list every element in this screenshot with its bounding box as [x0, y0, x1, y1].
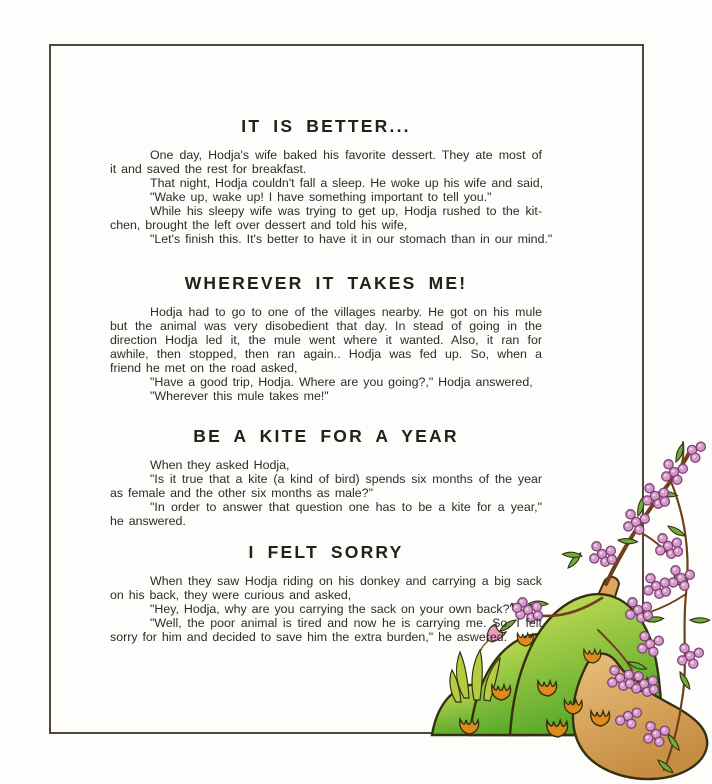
blossom-cluster: [656, 534, 683, 559]
blossom-icon: [626, 610, 635, 619]
blossom-highlight: [642, 634, 645, 637]
text-line: "In order to answer that question one has to be a kite for a year,": [150, 500, 542, 514]
blossom-highlight: [645, 498, 648, 501]
blossom-highlight: [698, 444, 701, 447]
blossom-highlight: [592, 556, 595, 559]
blossom-icon: [646, 574, 655, 583]
text-line: direction Hodja led it, the mule went where it wanted. Also, it ran for: [110, 333, 542, 347]
paragraph: [110, 148, 542, 176]
blossom-icon: [660, 497, 669, 506]
blossom-highlight: [671, 580, 674, 583]
text-line: sorry for him and decided to save him the extra burden," he aswered.: [110, 630, 508, 644]
blossom-highlight: [687, 572, 690, 575]
paragraph: [110, 574, 542, 602]
blossom-highlight: [662, 728, 665, 731]
blossom-highlight: [656, 638, 659, 641]
story-section: [110, 426, 542, 528]
blossom-icon: [643, 496, 652, 505]
blossom-icon: [673, 475, 682, 484]
blossom-highlight: [634, 520, 637, 523]
text-line: "Have a good trip, Hodja. Where are you going?," Hodja answered,: [150, 375, 533, 389]
section-title: I FELT SORRY: [248, 542, 404, 562]
blossom-icon: [680, 581, 689, 590]
blossom-icon: [669, 578, 678, 587]
blossom-icon: [659, 488, 668, 497]
blossom-highlight: [672, 470, 675, 473]
blossom-cluster: [669, 566, 695, 591]
blossom-icon: [660, 726, 669, 735]
blossom-highlight: [618, 676, 621, 679]
blossom-highlight: [626, 672, 629, 675]
blossom-icon: [680, 644, 689, 653]
blossom-highlight: [647, 486, 650, 489]
blossom-highlight: [636, 674, 639, 677]
blossom-highlight: [634, 686, 637, 689]
blossom-icon: [649, 685, 658, 694]
blossom-highlight: [662, 580, 665, 583]
blossom-icon: [660, 578, 669, 587]
story-section: [110, 273, 542, 403]
text-line: as female and the other six months as male?": [110, 486, 373, 500]
blossom-highlight: [610, 680, 613, 683]
paragraph: [110, 375, 542, 389]
blossom-highlight: [663, 499, 666, 502]
blossom-highlight: [646, 588, 649, 591]
blossom-highlight: [652, 687, 655, 690]
section-title: IT IS BETTER...: [241, 116, 411, 136]
blossom-highlight: [629, 721, 632, 724]
blossom-highlight: [626, 714, 629, 717]
blossom-highlight: [646, 613, 649, 616]
paragraph: [110, 458, 542, 472]
blossom-highlight: [628, 681, 631, 684]
paragraph: [110, 616, 542, 644]
text-line: That night, Hodja couldn't fall a sleep. He woke up his wife and said,: [150, 176, 544, 190]
story-section: [110, 542, 542, 644]
paragraph: [110, 472, 542, 500]
blossom-highlight: [661, 490, 664, 493]
blossom-highlight: [651, 649, 654, 652]
blossom-icon: [661, 587, 670, 596]
text-line: but the animal was very disobedient that day. In stead of going in the: [110, 319, 542, 333]
blossom-highlight: [682, 583, 685, 586]
paragraph: [110, 232, 553, 246]
blossom-icon: [606, 546, 615, 555]
text-line: it and saved the rest for breakfast.: [110, 162, 307, 176]
blossom-highlight: [637, 527, 640, 530]
blossom-highlight: [682, 646, 685, 649]
blossom-icon: [643, 611, 652, 620]
blossom-highlight: [639, 615, 642, 618]
blossom-cluster: [638, 632, 664, 657]
blossom-icon: [640, 514, 649, 523]
blossom-highlight: [673, 568, 676, 571]
blossom-cluster: [687, 442, 705, 462]
leaf-icon: [690, 615, 710, 626]
blossom-highlight: [626, 524, 629, 527]
blossom-icon: [645, 484, 654, 493]
blossom-icon: [616, 716, 625, 725]
blossom-highlight: [669, 551, 672, 554]
blossom-highlight: [688, 654, 691, 657]
blossom-icon: [648, 676, 657, 685]
blossom-highlight: [640, 646, 643, 649]
blossom-icon: [624, 522, 633, 531]
blossom-highlight: [621, 683, 624, 686]
blossom-highlight: [648, 576, 651, 579]
blossom-highlight: [612, 668, 615, 671]
blossom-highlight: [654, 584, 657, 587]
text-line: awhile, then stopped, then ran again.. Hodja was fed up. So, when a: [110, 347, 542, 361]
blossom-highlight: [664, 589, 667, 592]
blossom-highlight: [618, 718, 621, 721]
text-line: on his back, they were curious and asked,: [110, 588, 352, 602]
blossom-cluster: [590, 542, 617, 567]
paragraph: [110, 190, 542, 204]
text-line: he answered.: [110, 514, 186, 528]
blossom-highlight: [594, 544, 597, 547]
blossom-highlight: [679, 576, 682, 579]
blossom-icon: [662, 472, 671, 481]
text-line: "Hey, Hodja, why are you carrying the sack on your own back?": [150, 602, 514, 616]
blossom-icon: [694, 648, 703, 657]
blossom-icon: [632, 684, 641, 693]
blossom-icon: [691, 453, 700, 462]
blossom-highlight: [676, 549, 679, 552]
blossom-icon: [642, 602, 651, 611]
blossom-icon: [689, 659, 698, 668]
blossom-highlight: [644, 604, 647, 607]
blossom-cluster: [626, 598, 653, 623]
blossom-icon: [672, 538, 681, 547]
blossom-highlight: [636, 608, 639, 611]
blossom-icon: [626, 510, 635, 519]
blossom-icon: [655, 737, 664, 746]
blossom-icon: [656, 546, 665, 555]
blossom-icon: [638, 644, 647, 653]
blossom-icon: [685, 570, 694, 579]
blossom-icon: [654, 636, 663, 645]
blossom-icon: [590, 554, 599, 563]
blossom-icon: [608, 678, 617, 687]
blossom-highlight: [630, 600, 633, 603]
blossom-icon: [678, 464, 687, 473]
blossom-highlight: [693, 455, 696, 458]
blossom-icon: [592, 542, 601, 551]
text-line: friend he met on the road asked,: [110, 361, 298, 375]
blossom-icon: [640, 632, 649, 641]
text-line: "Wake up, wake up! I have something important to tell you.": [150, 190, 492, 204]
blossom-cluster: [644, 574, 671, 599]
blossom-icon: [646, 722, 655, 731]
blossom-highlight: [690, 448, 693, 451]
blossom-icon: [634, 672, 643, 681]
section-title: WHEREVER IT TAKES ME!: [184, 273, 468, 293]
paragraph: [110, 500, 542, 528]
text-line: When they saw Hodja riding on his donkey and carrying a big sack: [150, 574, 542, 588]
paragraph: [110, 305, 542, 375]
blossom-highlight: [610, 557, 613, 560]
blossom-icon: [678, 656, 687, 665]
blossom-highlight: [648, 642, 651, 645]
blossom-highlight: [600, 552, 603, 555]
blossom-highlight: [645, 689, 648, 692]
blossom-highlight: [666, 544, 669, 547]
blossom-icon: [644, 586, 653, 595]
blossom-highlight: [653, 494, 656, 497]
blossom-highlight: [656, 501, 659, 504]
blossom-icon: [649, 647, 658, 656]
text-line: Hodja had to go to one of the villages nearby. He got on his mule: [150, 305, 542, 319]
paragraph: [110, 204, 542, 232]
paragraph: [110, 176, 542, 190]
blossom-highlight: [660, 536, 663, 539]
text-line: "Is it true that a kite (a kind of bird) spends six months of the year: [150, 472, 542, 486]
blossom-highlight: [680, 658, 683, 661]
blossom-highlight: [657, 739, 660, 742]
text-line: "Well, the poor animal is tired and now he is carrying me. So, I felt: [150, 616, 542, 630]
blossom-icon: [610, 666, 619, 675]
blossom-icon: [671, 566, 680, 575]
text-line: "Let's finish this. It's better to have it in our stomach than in our mind.": [150, 232, 553, 246]
blossom-highlight: [674, 540, 677, 543]
text-line: While his sleepy wife was trying to get up, Hodja rushed to the kit-: [150, 204, 542, 218]
paragraph: [110, 602, 542, 616]
blossom-highlight: [628, 612, 631, 615]
text-column: [110, 44, 553, 644]
blossom-icon: [635, 525, 644, 534]
blossom-highlight: [642, 682, 645, 685]
blossom-icon: [658, 534, 667, 543]
text-line: "Wherever this mule takes me!": [150, 389, 329, 403]
blossom-highlight: [691, 661, 694, 664]
blossom-icon: [696, 442, 705, 451]
blossom-highlight: [634, 710, 637, 713]
section-title: BE A KITE FOR A YEAR: [193, 426, 459, 446]
text-line: When they asked Hodja,: [150, 458, 290, 472]
blossom-highlight: [664, 474, 667, 477]
story-section: [110, 116, 553, 246]
blossom-highlight: [675, 477, 678, 480]
blossom-highlight: [680, 466, 683, 469]
blossom-highlight: [654, 732, 657, 735]
blossom-highlight: [603, 559, 606, 562]
blossom-icon: [607, 555, 616, 564]
blossom-highlight: [628, 512, 631, 515]
blossom-highlight: [657, 591, 660, 594]
blossom-icon: [673, 547, 682, 556]
blossom-highlight: [646, 736, 649, 739]
blossom-icon: [664, 460, 673, 469]
blossom-icon: [627, 719, 636, 728]
blossom-highlight: [658, 548, 661, 551]
blossom-highlight: [666, 462, 669, 465]
blossom-icon: [624, 670, 633, 679]
blossom-highlight: [608, 548, 611, 551]
blossom-icon: [628, 598, 637, 607]
blossom-highlight: [650, 678, 653, 681]
text-line: chen, brought the left over dessert and told his wife,: [110, 218, 408, 232]
blossom-highlight: [642, 516, 645, 519]
blossom-highlight: [648, 724, 651, 727]
text-line: One day, Hodja's wife baked his favorite dessert. They ate most of: [150, 148, 542, 162]
blossom-icon: [644, 734, 653, 743]
blossom-highlight: [696, 650, 699, 653]
blossom-cluster: [678, 644, 704, 669]
paragraph: [110, 389, 542, 403]
blossom-icon: [632, 708, 641, 717]
